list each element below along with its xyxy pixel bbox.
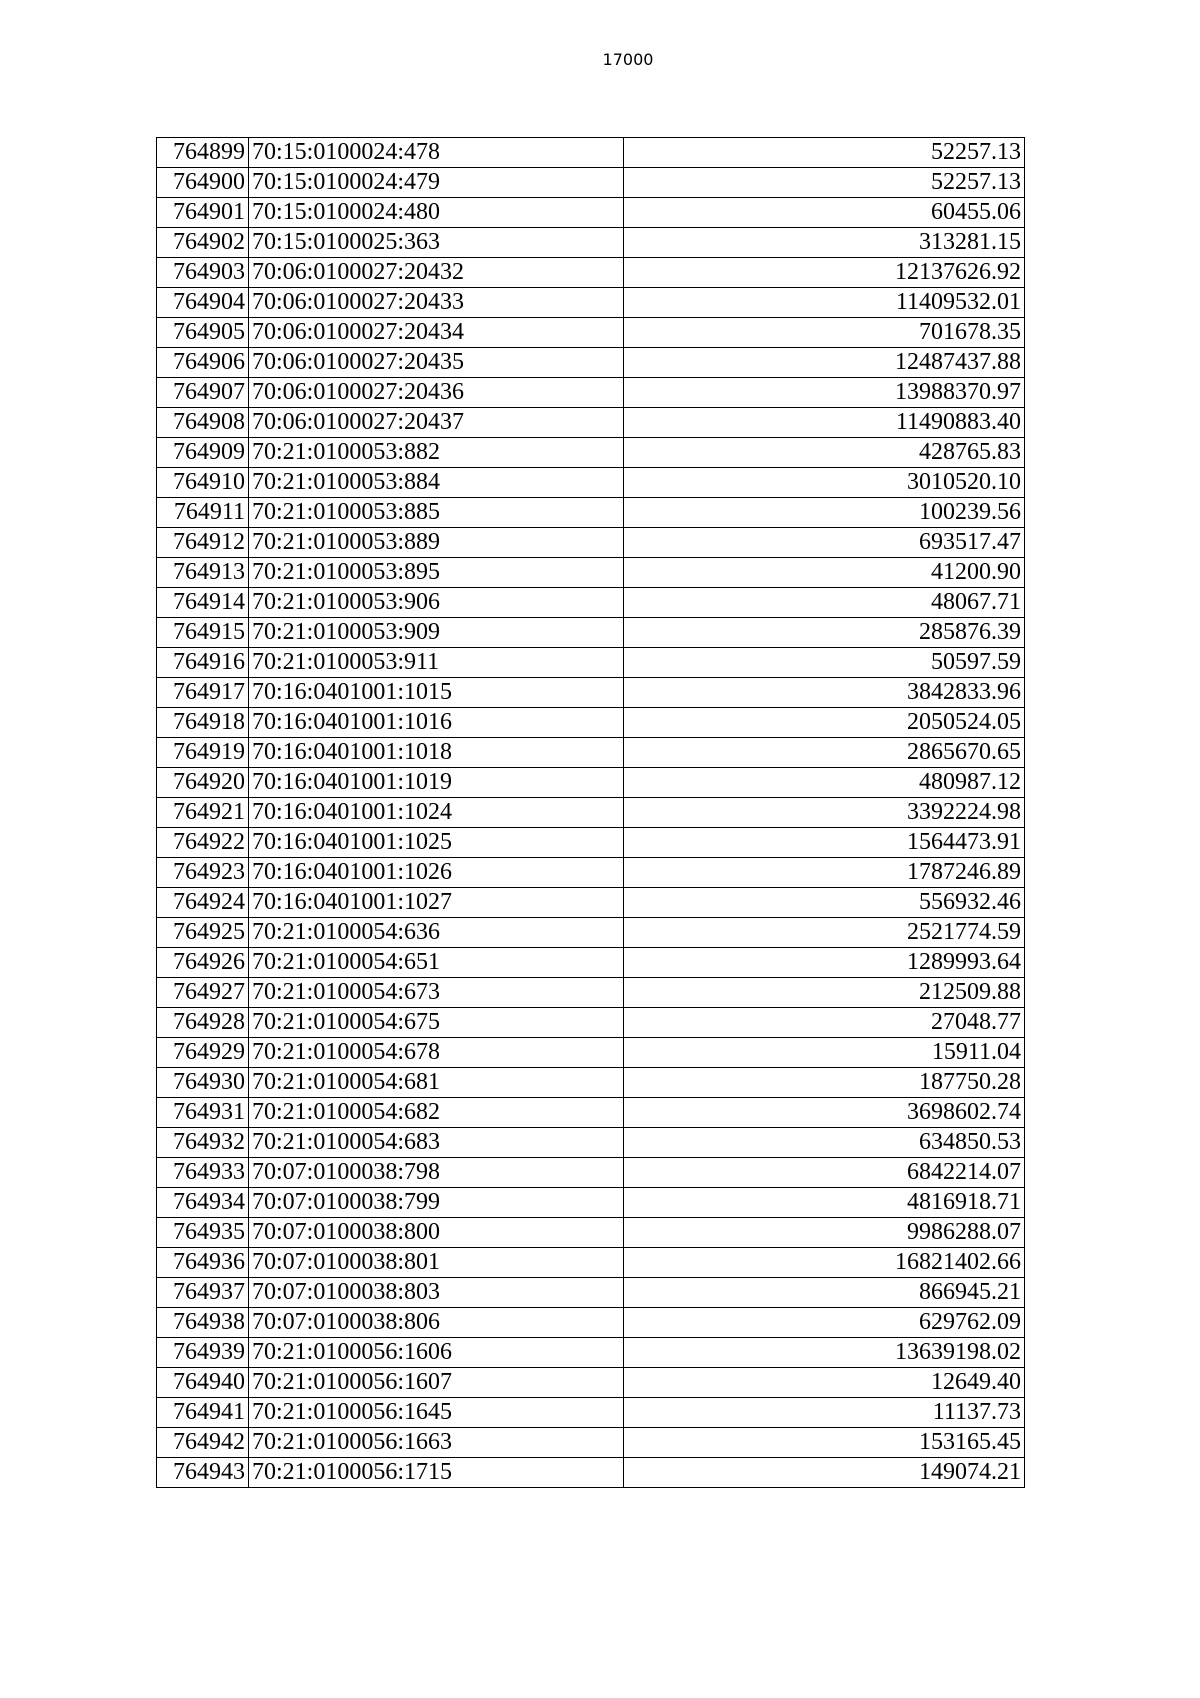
cadastral-value-cell: 693517.47 [624,528,1025,558]
row-number-cell: 764921 [157,798,249,828]
row-number-cell: 764913 [157,558,249,588]
cadastral-number-cell: 70:06:0100027:20434 [249,318,624,348]
row-number-cell: 764927 [157,978,249,1008]
cadastral-number-cell: 70:16:0401001:1025 [249,828,624,858]
cadastral-value-cell: 52257.13 [624,168,1025,198]
table-row [157,1008,1025,1038]
table-row [157,528,1025,558]
table-row [157,138,1025,168]
row-number-cell: 764910 [157,468,249,498]
table-row [157,1068,1025,1098]
row-number-cell: 764932 [157,1128,249,1158]
cadastral-number-cell: 70:06:0100027:20435 [249,348,624,378]
cadastral-number-cell: 70:21:0100054:651 [249,948,624,978]
cadastral-number-cell: 70:16:0401001:1015 [249,678,624,708]
cadastral-value-cell: 15911.04 [624,1038,1025,1068]
table-row [157,228,1025,258]
cadastral-number-cell: 70:21:0100054:673 [249,978,624,1008]
cadastral-number-cell: 70:15:0100024:480 [249,198,624,228]
table-row [157,1338,1025,1368]
row-number-cell: 764943 [157,1458,249,1488]
cadastral-value-cell: 9986288.07 [624,1218,1025,1248]
row-number-cell: 764923 [157,858,249,888]
table-row [157,888,1025,918]
cadastral-number-cell: 70:07:0100038:801 [249,1248,624,1278]
cadastral-number-cell: 70:21:0100053:884 [249,468,624,498]
row-number-cell: 764939 [157,1338,249,1368]
cadastral-value-cell: 187750.28 [624,1068,1025,1098]
table-row [157,198,1025,228]
row-number-cell: 764906 [157,348,249,378]
table-row [157,1398,1025,1428]
cadastral-value-cell: 41200.90 [624,558,1025,588]
table-row [157,828,1025,858]
cadastral-number-cell: 70:21:0100054:683 [249,1128,624,1158]
cadastral-value-cell: 3842833.96 [624,678,1025,708]
table-row [157,468,1025,498]
cadastral-value-cell: 3010520.10 [624,468,1025,498]
cadastral-number-cell: 70:21:0100056:1645 [249,1398,624,1428]
cadastral-value-cell: 48067.71 [624,588,1025,618]
cadastral-number-cell: 70:15:0100025:363 [249,228,624,258]
cadastral-number-cell: 70:21:0100053:895 [249,558,624,588]
table-row [157,858,1025,888]
row-number-cell: 764928 [157,1008,249,1038]
cadastral-value-cell: 866945.21 [624,1278,1025,1308]
row-number-cell: 764935 [157,1218,249,1248]
table-row [157,558,1025,588]
table-row [157,708,1025,738]
cadastral-number-cell: 70:15:0100024:479 [249,168,624,198]
row-number-cell: 764919 [157,738,249,768]
cadastral-number-cell: 70:21:0100053:911 [249,648,624,678]
cadastral-value-cell: 149074.21 [624,1458,1025,1488]
cadastral-value-cell: 1564473.91 [624,828,1025,858]
table-row [157,318,1025,348]
cadastral-number-cell: 70:21:0100053:906 [249,588,624,618]
row-number-cell: 764938 [157,1308,249,1338]
cadastral-value-cell: 634850.53 [624,1128,1025,1158]
cadastral-number-cell: 70:21:0100053:909 [249,618,624,648]
cadastral-number-cell: 70:21:0100054:682 [249,1098,624,1128]
row-number-cell: 764934 [157,1188,249,1218]
table-row [157,588,1025,618]
table-row [157,1368,1025,1398]
table-body [157,138,1025,1488]
cadastral-value-cell: 50597.59 [624,648,1025,678]
cadastral-number-cell: 70:07:0100038:800 [249,1218,624,1248]
cadastral-value-cell: 2521774.59 [624,918,1025,948]
cadastral-number-cell: 70:07:0100038:798 [249,1158,624,1188]
table-row [157,1098,1025,1128]
cadastral-value-cell: 13639198.02 [624,1338,1025,1368]
cadastral-value-cell: 4816918.71 [624,1188,1025,1218]
cadastral-value-table [156,137,1025,1488]
row-number-cell: 764937 [157,1278,249,1308]
cadastral-number-cell: 70:21:0100056:1663 [249,1428,624,1458]
table-row [157,408,1025,438]
cadastral-value-cell: 153165.45 [624,1428,1025,1458]
cadastral-value-cell: 6842214.07 [624,1158,1025,1188]
row-number-cell: 764920 [157,768,249,798]
row-number-cell: 764911 [157,498,249,528]
cadastral-number-cell: 70:16:0401001:1019 [249,768,624,798]
table-row [157,918,1025,948]
row-number-cell: 764902 [157,228,249,258]
table-row [157,258,1025,288]
row-number-cell: 764899 [157,138,249,168]
cadastral-number-cell: 70:21:0100054:681 [249,1068,624,1098]
row-number-cell: 764909 [157,438,249,468]
row-number-cell: 764917 [157,678,249,708]
cadastral-number-cell: 70:06:0100027:20432 [249,258,624,288]
cadastral-value-cell: 3392224.98 [624,798,1025,828]
table-row [157,1038,1025,1068]
table-row [157,1248,1025,1278]
table-row [157,648,1025,678]
row-number-cell: 764903 [157,258,249,288]
row-number-cell: 764930 [157,1068,249,1098]
table-row [157,948,1025,978]
table-row [157,978,1025,1008]
cadastral-number-cell: 70:16:0401001:1024 [249,798,624,828]
cadastral-value-cell: 13988370.97 [624,378,1025,408]
table-row [157,618,1025,648]
row-number-cell: 764933 [157,1158,249,1188]
cadastral-number-cell: 70:06:0100027:20437 [249,408,624,438]
table-row [157,498,1025,528]
cadastral-value-cell: 3698602.74 [624,1098,1025,1128]
table-row [157,168,1025,198]
cadastral-value-cell: 701678.35 [624,318,1025,348]
row-number-cell: 764926 [157,948,249,978]
row-number-cell: 764915 [157,618,249,648]
row-number-cell: 764912 [157,528,249,558]
row-number-cell: 764942 [157,1428,249,1458]
table-row [157,1428,1025,1458]
table-row [157,1188,1025,1218]
cadastral-number-cell: 70:21:0100053:882 [249,438,624,468]
cadastral-number-cell: 70:07:0100038:806 [249,1308,624,1338]
table-row [157,678,1025,708]
cadastral-number-cell: 70:16:0401001:1026 [249,858,624,888]
cadastral-number-cell: 70:06:0100027:20436 [249,378,624,408]
cadastral-value-cell: 11409532.01 [624,288,1025,318]
cadastral-value-cell: 16821402.66 [624,1248,1025,1278]
table-row [157,738,1025,768]
table-row [157,1158,1025,1188]
row-number-cell: 764941 [157,1398,249,1428]
row-number-cell: 764907 [157,378,249,408]
table-row [157,288,1025,318]
cadastral-number-cell: 70:21:0100054:675 [249,1008,624,1038]
row-number-cell: 764914 [157,588,249,618]
cadastral-value-cell: 313281.15 [624,228,1025,258]
cadastral-value-cell: 556932.46 [624,888,1025,918]
row-number-cell: 764901 [157,198,249,228]
cadastral-number-cell: 70:21:0100054:636 [249,918,624,948]
cadastral-value-cell: 629762.09 [624,1308,1025,1338]
cadastral-number-cell: 70:16:0401001:1016 [249,708,624,738]
cadastral-number-cell: 70:16:0401001:1018 [249,738,624,768]
cadastral-value-cell: 1289993.64 [624,948,1025,978]
row-number-cell: 764904 [157,288,249,318]
cadastral-number-cell: 70:16:0401001:1027 [249,888,624,918]
table-row [157,1278,1025,1308]
cadastral-value-cell: 11490883.40 [624,408,1025,438]
table-row [157,1218,1025,1248]
row-number-cell: 764918 [157,708,249,738]
cadastral-value-cell: 1787246.89 [624,858,1025,888]
cadastral-value-cell: 52257.13 [624,138,1025,168]
cadastral-value-cell: 12137626.92 [624,258,1025,288]
table-row [157,1128,1025,1158]
table-row [157,768,1025,798]
cadastral-value-cell: 27048.77 [624,1008,1025,1038]
table-row [157,378,1025,408]
cadastral-value-cell: 285876.39 [624,618,1025,648]
cadastral-number-cell: 70:21:0100056:1607 [249,1368,624,1398]
table-row [157,1458,1025,1488]
row-number-cell: 764905 [157,318,249,348]
cadastral-number-cell: 70:07:0100038:799 [249,1188,624,1218]
cadastral-number-cell: 70:21:0100054:678 [249,1038,624,1068]
cadastral-number-cell: 70:21:0100056:1606 [249,1338,624,1368]
row-number-cell: 764908 [157,408,249,438]
row-number-cell: 764936 [157,1248,249,1278]
row-number-cell: 764925 [157,918,249,948]
cadastral-number-cell: 70:06:0100027:20433 [249,288,624,318]
row-number-cell: 764929 [157,1038,249,1068]
cadastral-number-cell: 70:15:0100024:478 [249,138,624,168]
table-row [157,348,1025,378]
row-number-cell: 764916 [157,648,249,678]
cadastral-value-cell: 480987.12 [624,768,1025,798]
page-number: 17000 [602,50,654,69]
table-row [157,1308,1025,1338]
table-row [157,438,1025,468]
row-number-cell: 764931 [157,1098,249,1128]
cadastral-number-cell: 70:07:0100038:803 [249,1278,624,1308]
cadastral-value-cell: 60455.06 [624,198,1025,228]
row-number-cell: 764924 [157,888,249,918]
cadastral-value-cell: 2050524.05 [624,708,1025,738]
cadastral-value-cell: 212509.88 [624,978,1025,1008]
cadastral-number-cell: 70:21:0100053:889 [249,528,624,558]
row-number-cell: 764940 [157,1368,249,1398]
row-number-cell: 764900 [157,168,249,198]
cadastral-value-cell: 428765.83 [624,438,1025,468]
cadastral-number-cell: 70:21:0100056:1715 [249,1458,624,1488]
cadastral-value-cell: 12649.40 [624,1368,1025,1398]
cadastral-value-cell: 11137.73 [624,1398,1025,1428]
cadastral-number-cell: 70:21:0100053:885 [249,498,624,528]
row-number-cell: 764922 [157,828,249,858]
cadastral-value-cell: 2865670.65 [624,738,1025,768]
table-row [157,798,1025,828]
cadastral-value-cell: 100239.56 [624,498,1025,528]
cadastral-value-cell: 12487437.88 [624,348,1025,378]
